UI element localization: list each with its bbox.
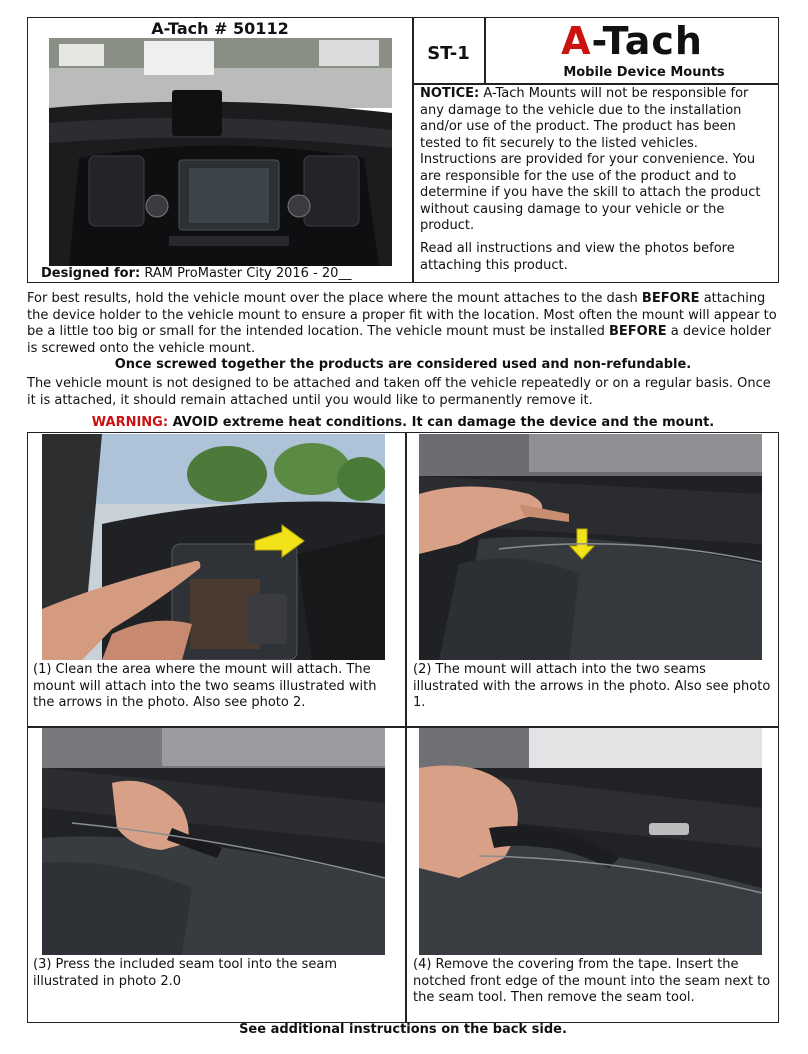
attachment-note: The vehicle mount is not designed to be attached and taken off the vehicle repeatedly or on a regular basis. Once it is attached, it should remain attached until you would like to permanently remove it. xyxy=(27,376,771,408)
step-4-caption: (4) Remove the covering from the tape. Insert the notched front edge of the mount into the seam next to the seam tool. Then remove the seam tool. xyxy=(413,957,771,1005)
designed-for-label: Designed for: xyxy=(41,266,141,281)
header-photo-dashboard xyxy=(49,38,392,266)
step-2-caption: (2) The mount will attach into the two seams illustrated with the arrows in the photo. Also see photo 1. xyxy=(413,662,771,710)
intro-text-3: a device holder is screwed onto the vehicle mount. xyxy=(27,324,772,356)
part-number: A-Tach # 50112 xyxy=(151,19,289,38)
intro-before-1: BEFORE xyxy=(641,291,700,306)
warning-line xyxy=(27,415,779,432)
warning-label: WARNING: xyxy=(91,415,169,430)
steps-divider-vertical xyxy=(405,432,407,1023)
sheet-code: ST-1 xyxy=(427,43,470,64)
intro-text-2: attaching the device holder to the vehicle mount to ensure a proper fit with the location. Most often the mount will appear to be a little too big or small for the intended location. The vehicle mount must be installed xyxy=(27,291,777,339)
step-1-caption: (1) Clean the area where the mount will attach. The mount will attach into the two seams illustrated with the arrows in the photo. Also see photo 2. xyxy=(33,662,377,710)
step-3-caption: (3) Press the included seam tool into the seam illustrated in photo 2.0 xyxy=(33,957,338,989)
designed-for xyxy=(41,266,411,283)
warning-text: AVOID extreme heat conditions. It can damage the device and the mount. xyxy=(172,415,715,430)
notice-body: A-Tach Mounts will not be responsible for any damage to the vehicle due to the installation and/or use of the product. The product has been tested to fit securely to the listed vehicles. Instructions are provided for your convenience. You are responsible for the use of the product and to determine if you have the skill to attach the product without causing damage to your vehicle or the product. xyxy=(420,86,761,233)
brand-logo-a: A xyxy=(561,19,592,63)
step-3-photo xyxy=(42,728,385,955)
notice-text xyxy=(420,86,776,235)
brand-logo xyxy=(486,19,778,63)
intro-text-1: For best results, hold the vehicle mount over the place where the mount attaches to the dash xyxy=(27,291,638,306)
brand-tagline: Mobile Device Mounts xyxy=(563,65,725,80)
step-2-photo xyxy=(419,434,762,660)
step-4-photo xyxy=(419,728,762,955)
non-refundable-note: Once screwed together the products are considered used and non-refundable. xyxy=(114,357,692,372)
brand-logo-rest: -Tach xyxy=(591,19,703,63)
designed-for-value: RAM ProMaster City 2016 - 20__ xyxy=(144,266,352,281)
step-1-photo xyxy=(42,434,385,660)
notice-label: NOTICE: xyxy=(420,86,480,101)
intro-paragraph xyxy=(27,291,779,357)
read-all-instructions: Read all instructions and view the photos before attaching this product. xyxy=(420,241,735,273)
header-divider-horizontal xyxy=(412,83,779,85)
footer-note: See additional instructions on the back side. xyxy=(239,1022,567,1037)
intro-before-2: BEFORE xyxy=(609,324,667,339)
